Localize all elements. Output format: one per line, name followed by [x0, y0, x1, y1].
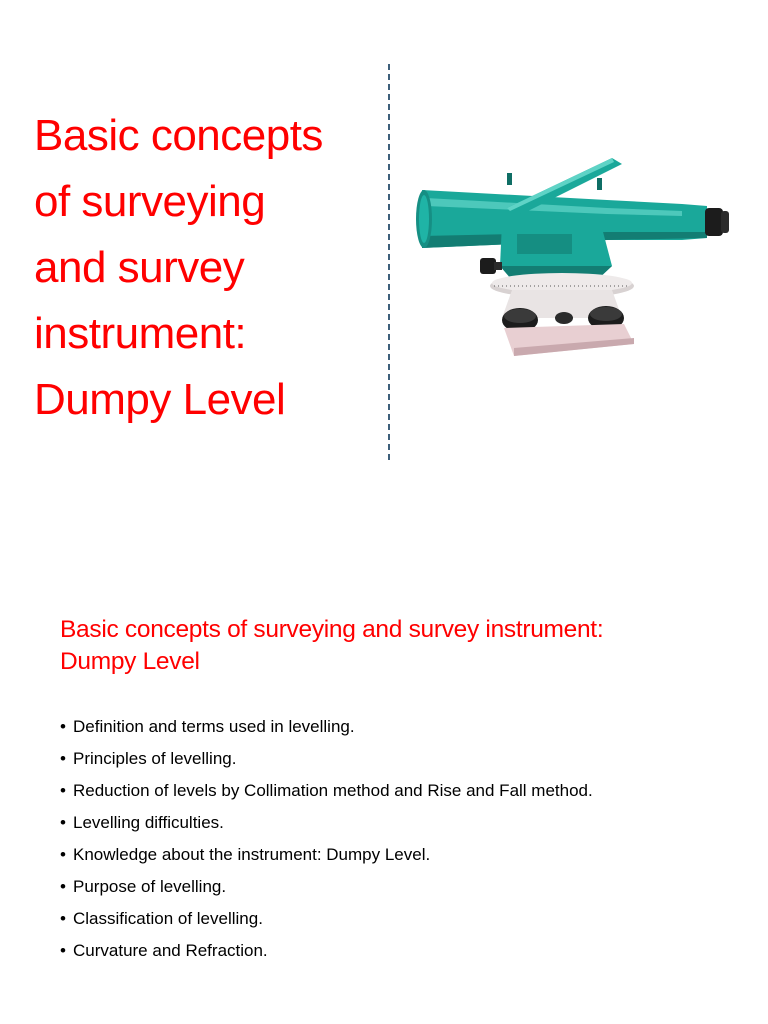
bullet-glyph: • — [60, 749, 66, 768]
telescope-top-pin — [597, 178, 602, 190]
focus-knob — [480, 258, 496, 274]
list-item-text: Classification of levelling. — [73, 909, 263, 928]
list-item — [60, 711, 593, 743]
slide-title — [60, 614, 740, 678]
topic-list — [60, 711, 593, 967]
title-line: Basic concepts — [34, 111, 323, 160]
list-item — [60, 743, 593, 775]
list-item-text: Knowledge about the instrument: Dumpy Level. — [73, 845, 431, 864]
title-line: Dumpy Level — [60, 648, 200, 675]
bullet-glyph: • — [60, 845, 66, 864]
dashed-divider — [388, 64, 390, 460]
bullet-glyph: • — [60, 941, 66, 960]
list-item — [60, 903, 593, 935]
title-line: Dumpy Level — [34, 375, 286, 424]
list-item-text: Reduction of levels by Collimation method and Rise and Fall method. — [73, 781, 593, 800]
outline-slide — [0, 512, 768, 1024]
title-line: and survey — [34, 243, 245, 292]
objective-lens-rim — [419, 195, 429, 243]
list-item-text: Levelling difficulties. — [73, 813, 224, 832]
bullet-glyph: • — [60, 877, 66, 896]
list-item — [60, 839, 593, 871]
list-item-text: Principles of levelling. — [73, 749, 237, 768]
list-item-text: Definition and terms used in levelling. — [73, 717, 355, 736]
list-item — [60, 871, 593, 903]
list-item-text: Purpose of levelling. — [73, 877, 227, 896]
body-plate — [517, 234, 572, 254]
center-pin — [555, 312, 573, 324]
focus-knob-stem — [494, 262, 502, 270]
foot-screw-top — [590, 307, 622, 321]
title-line: instrument: — [34, 309, 247, 358]
slide-title — [34, 103, 379, 433]
telescope-top-pin — [507, 173, 512, 185]
bullet-glyph: • — [60, 813, 66, 832]
eyepiece — [705, 208, 723, 236]
eyepiece-cap — [721, 211, 729, 233]
bullet-glyph: • — [60, 781, 66, 800]
foot-screw-top — [504, 309, 536, 323]
list-item — [60, 935, 593, 967]
title-line: of surveying — [34, 177, 266, 226]
list-item-text: Curvature and Refraction. — [73, 941, 268, 960]
bullet-glyph: • — [60, 909, 66, 928]
list-item — [60, 807, 593, 839]
dumpy-level-image — [412, 148, 737, 368]
list-item — [60, 775, 593, 807]
bullet-glyph: • — [60, 717, 66, 736]
title-line: Basic concepts of surveying and survey instrument: — [60, 616, 604, 643]
